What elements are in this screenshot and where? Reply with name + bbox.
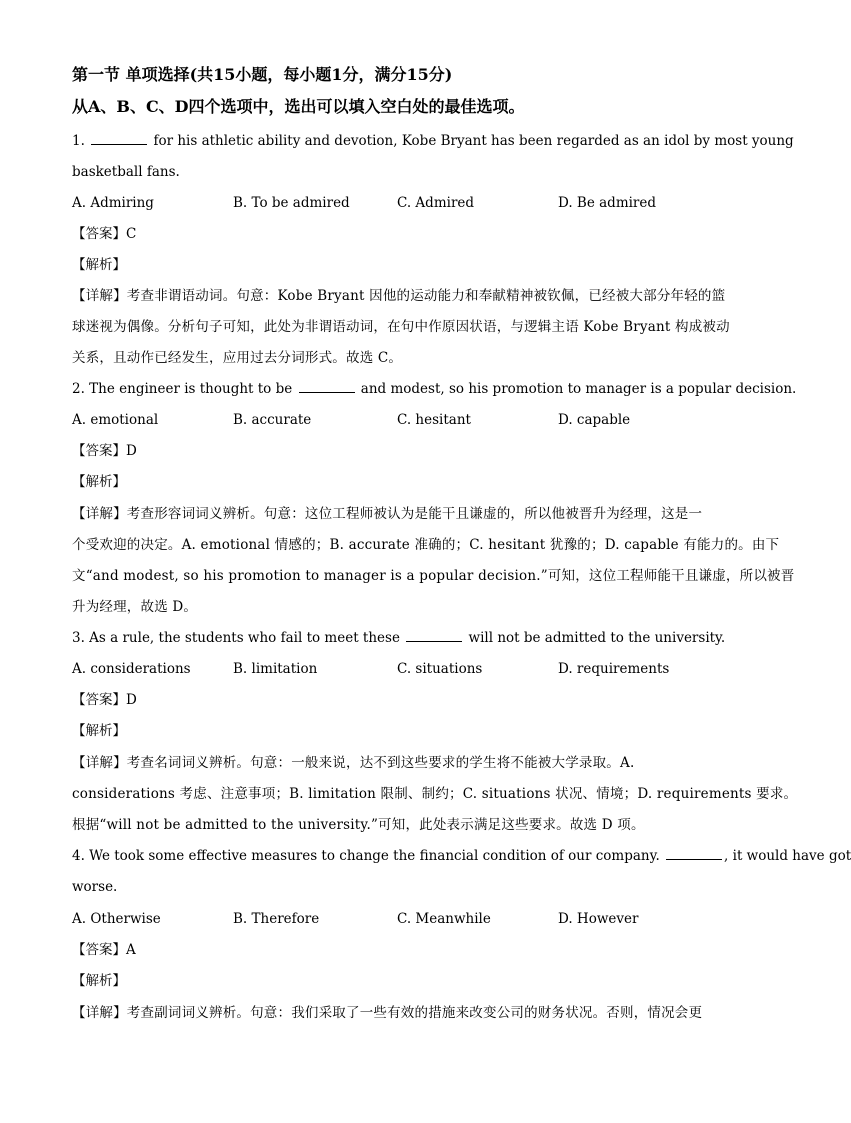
question-2-answer: 【答案】D bbox=[72, 443, 137, 459]
question-3-detail-line-1: 【详解】考查名词词义辨析。句意：一般来说，达不到这些要求的学生将不能被大学录取。A. bbox=[72, 755, 635, 771]
question-3-detail-line-2: considerations 考虑、注意事项；B. limitation 限制、制约；C. situations 状况、情境；D. requirements 要求。 bbox=[72, 786, 798, 802]
answer-blank bbox=[299, 380, 355, 393]
question-1-option-a: A. Admiring bbox=[72, 195, 154, 211]
question-1-detail-line-3: 关系，且动作已经发生，应用过去分词形式。故选 C。 bbox=[72, 350, 403, 366]
answer-blank bbox=[91, 132, 147, 145]
question-3-option-d: D. requirements bbox=[558, 661, 670, 677]
question-1-option-d: D. Be admired bbox=[558, 195, 657, 211]
answer-blank bbox=[666, 847, 722, 860]
question-2-detail-line-3: 文“and modest, so his promotion to manager is a popular decision.”可知，这位工程师能干且谦虚，所以被晋 bbox=[72, 568, 795, 584]
question-3-option-a: A. considerations bbox=[72, 661, 191, 677]
question-4-option-c: C. Meanwhile bbox=[397, 911, 491, 927]
question-3-stem-line-1: 3. As a rule, the students who fail to meet these will not be admitted to the university. bbox=[72, 630, 726, 646]
question-2-detail-line-1: 【详解】考查形容词词义辨析。句意：这位工程师被认为是能干且谦虚的，所以他被晋升为经理，这是一 bbox=[72, 506, 703, 522]
question-1-detail-line-1: 【详解】考查非谓语动词。句意：Kobe Bryant 因他的运动能力和奉献精神被钦佩，已经被大部分年轻的篮 bbox=[72, 288, 726, 304]
question-2-stem-line-1: 2. The engineer is thought to be and modest, so his promotion to manager is a popular decision. bbox=[72, 381, 797, 397]
question-1-answer: 【答案】C bbox=[72, 226, 137, 242]
question-3-answer: 【答案】D bbox=[72, 692, 137, 708]
question-2-detail-line-2: 个受欢迎的决定。A. emotional 情感的；B. accurate 准确的；C. hesitant 犹豫的；D. capable 有能力的。由下 bbox=[72, 537, 780, 553]
section-title: 第一节 单项选择(共15小题，每小题1分，满分15分) bbox=[72, 65, 453, 84]
question-4-answer: 【答案】A bbox=[72, 942, 136, 958]
question-3-analysis-label: 【解析】 bbox=[72, 723, 126, 739]
question-1-option-c: C. Admired bbox=[397, 195, 475, 211]
instruction: 从A、B、C、D四个选项中，选出可以填入空白处的最佳选项。 bbox=[72, 97, 525, 116]
question-2-option-b: B. accurate bbox=[233, 412, 312, 428]
question-4-option-d: D. However bbox=[558, 911, 639, 927]
question-2-option-c: C. hesitant bbox=[397, 412, 471, 428]
question-3-detail-line-3: 根据“will not be admitted to the university.”可知，此处表示满足这些要求。故选 D 项。 bbox=[72, 817, 645, 833]
question-2-detail-line-4: 升为经理，故选 D。 bbox=[72, 599, 198, 615]
question-3-option-b: B. limitation bbox=[233, 661, 318, 677]
question-2-option-d: D. capable bbox=[558, 412, 631, 428]
question-3-option-c: C. situations bbox=[397, 661, 483, 677]
question-4-option-a: A. Otherwise bbox=[72, 911, 161, 927]
question-4-analysis-label: 【解析】 bbox=[72, 973, 126, 989]
question-4-stem-line-1: 4. We took some effective measures to change the financial condition of our company. , it would have got bbox=[72, 848, 851, 864]
question-1-stem-line-1: 1. for his athletic ability and devotion, Kobe Bryant has been regarded as an idol by most young bbox=[72, 133, 794, 149]
answer-blank bbox=[406, 629, 462, 642]
question-1-option-b: B. To be admired bbox=[233, 195, 350, 211]
question-1-detail-line-2: 球迷视为偶像。分析句子可知，此处为非谓语动词，在句中作原因状语，与逻辑主语 Kobe Bryant 构成被动 bbox=[72, 319, 730, 335]
question-4-option-b: B. Therefore bbox=[233, 911, 320, 927]
question-2-option-a: A. emotional bbox=[72, 412, 159, 428]
question-4-detail-line-1: 【详解】考查副词词义辨析。句意：我们采取了一些有效的措施来改变公司的财务状况。否则，情况会更 bbox=[72, 1005, 703, 1021]
question-1-stem-line-2: basketball fans. bbox=[72, 164, 180, 180]
question-4-stem-line-2: worse. bbox=[72, 879, 118, 895]
question-2-analysis-label: 【解析】 bbox=[72, 474, 126, 490]
question-1-analysis-label: 【解析】 bbox=[72, 257, 126, 273]
